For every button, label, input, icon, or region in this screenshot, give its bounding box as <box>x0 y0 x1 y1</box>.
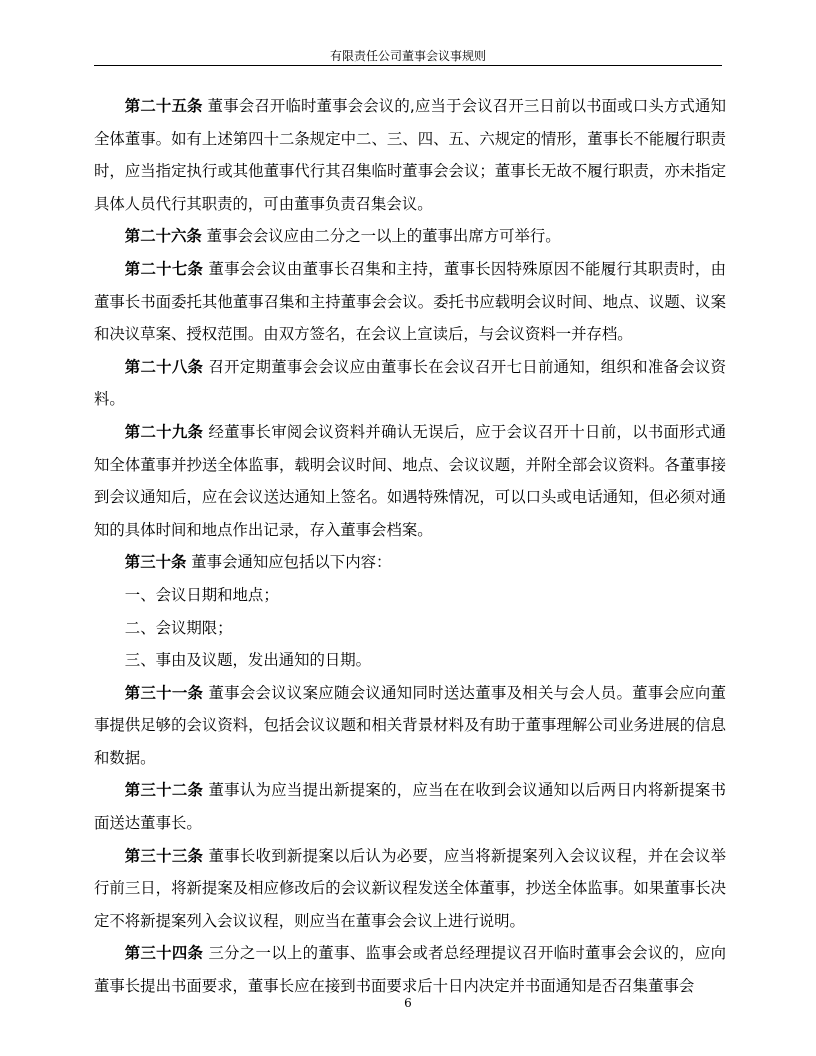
article-label: 第二十七条 <box>124 259 204 278</box>
article-label: 第三十条 <box>124 553 187 572</box>
article-33 <box>94 840 726 938</box>
article-text: 董事会召开临时董事会会议的,应当于会议召开三日前以书面或口头方式通知全体董事。如有上述第四十二条规定中二、三、四、五、六规定的情形，董事长不能履行职责时，应当指定执行或其他董事代行其召集临时董事会会议；董事长无故不履行职责，亦未指定具体人员代行其职责的，可由董事负责召集会议。 <box>94 97 726 213</box>
article-text: 经董事长审阅会议资料并确认无误后，应于会议召开十日前，以书面形式通知全体董事并抄送全体监事，载明会议时间、地点、会议议题，并附全部会议资料。各董事接到会议通知后，应在会议送达通知上签名。如遇特殊情况，可以口头或电话通知，但必须对通知的具体时间和地点作出记录，存入董事会档案。 <box>94 422 726 539</box>
article-32 <box>94 774 726 839</box>
article-label: 第三十二条 <box>124 781 204 800</box>
article-27 <box>94 253 726 351</box>
article-label: 第二十九条 <box>124 422 204 441</box>
article-text: 董事会会议应由二分之一以上的董事出席方可举行。 <box>206 227 561 246</box>
article-26 <box>94 220 726 253</box>
article-text: 董事会通知应包括以下内容： <box>191 553 392 572</box>
running-header-title: 有限责任公司董事会议事规则 <box>329 49 486 63</box>
article-text: 召开定期董事会会议应由董事长在会议召开七日前通知，组织和准备会议资料。 <box>94 357 726 409</box>
article-text: 董事长收到新提案以后认为必要，应当将新提案列入会议议程，并在会议举行前三日，将新提案及相应修改后的会议新议程发送全体董事，抄送全体监事。如果董事长决定不将新提案列入会议议程，则应当在董事会会议上进行说明。 <box>94 846 726 930</box>
article-text: 三分之一以上的董事、监事会或者总经理提议召开临时董事会会议的，应向董事长提出书面要求，董事长应在接到书面要求后十日内决定并书面通知是否召集董事会 <box>94 944 726 996</box>
header-divider <box>94 65 722 66</box>
list-item: 一、会议日期和地点； <box>124 585 279 604</box>
article-text: 董事会会议议案应随会议通知同时送达董事及相关与会人员。董事会应向董事提供足够的会议资料，包括会议议题和相关背景材料及有助于董事理解公司业务进展的信息和数据。 <box>94 683 726 767</box>
article-text: 董事认为应当提出新提案的，应当在在收到会议通知以后两日内将新提案书面送达董事长。 <box>94 781 726 833</box>
list-item: 二、会议期限； <box>124 618 233 637</box>
article-29 <box>94 416 726 546</box>
article-label: 第二十六条 <box>124 227 202 246</box>
article-25 <box>94 90 726 220</box>
article-31 <box>94 677 726 775</box>
page-number: 6 <box>404 996 412 1010</box>
article-label: 第三十一条 <box>124 683 204 702</box>
article-34 <box>94 937 726 1002</box>
article-28 <box>94 351 726 416</box>
document-body <box>94 90 726 1003</box>
list-item: 三、事由及议题，发出通知的日期。 <box>124 651 372 670</box>
article-text: 董事会会议由董事长召集和主持，董事长因特殊原因不能履行其职责时，由董事长书面委托其他董事召集和主持董事会会议。委托书应载明会议时间、地点、议题、议案和决议草案、授权范围。由双方签名，在会议上宣读后，与会议资料一并存档。 <box>94 259 726 344</box>
article-label: 第三十三条 <box>124 846 204 865</box>
article-label: 第二十八条 <box>124 357 204 376</box>
article-30 <box>94 546 726 579</box>
article-label: 第三十四条 <box>124 944 204 963</box>
article-label: 第二十五条 <box>124 97 203 115</box>
